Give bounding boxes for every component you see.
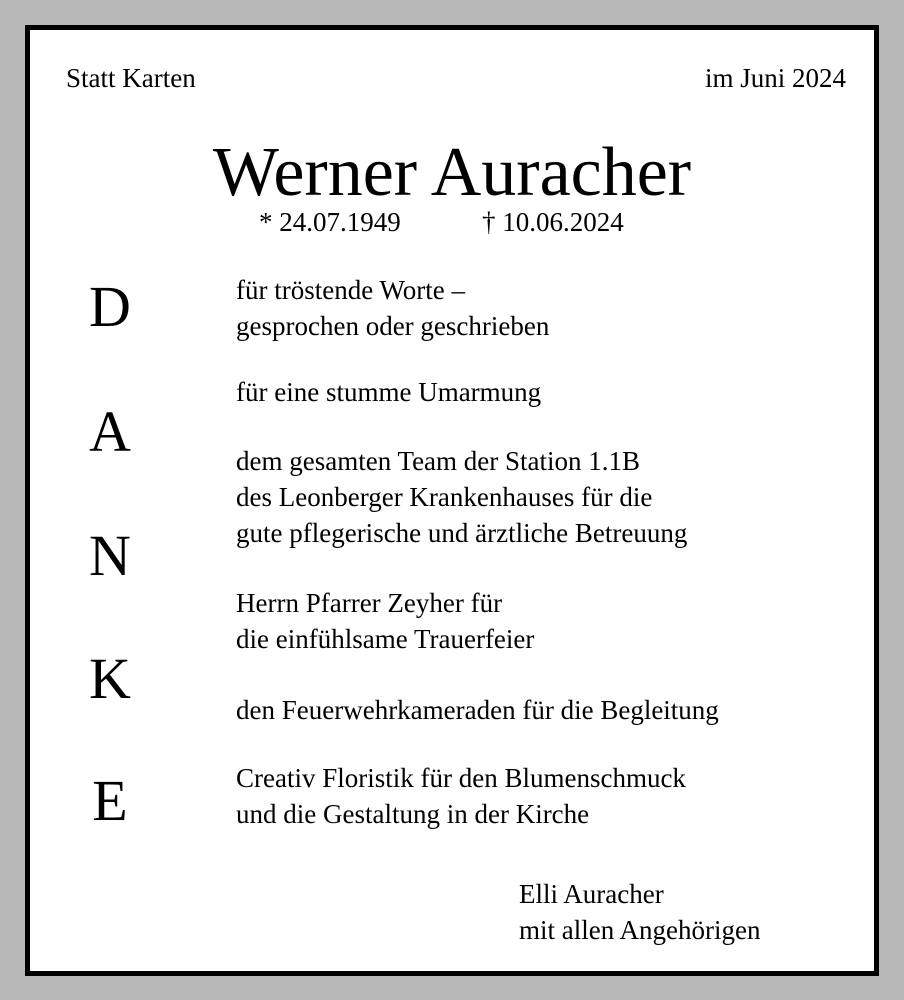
paragraph-line: des Leonberger Krankenhauses für die <box>236 482 653 512</box>
deceased-name: Werner Auracher <box>212 134 692 211</box>
thanks-paragraph-embrace <box>236 374 541 410</box>
signature-line: mit allen Angehörigen <box>519 915 761 945</box>
thanks-paragraph-hospital <box>236 443 687 551</box>
paragraph-line: dem gesamten Team der Station 1.1B <box>236 446 641 476</box>
thanks-paragraph-pastor <box>236 585 534 657</box>
thanks-paragraph-words <box>236 272 549 344</box>
paragraph-line: gute pflegerische und ärztliche Betreuung <box>236 518 688 548</box>
acrostic-letter-d: D <box>89 274 131 339</box>
acrostic-letter-k: K <box>89 646 131 711</box>
paragraph-line: Creativ Floristik für den Blumenschmuck <box>236 763 686 793</box>
header-left-text: Statt Karten <box>66 63 196 93</box>
death-date: † 10.06.2024 <box>482 207 624 237</box>
thanks-paragraph-florist <box>236 760 686 832</box>
obituary-card <box>25 25 879 976</box>
acrostic-letter-a: A <box>89 399 131 464</box>
paragraph-line: für eine stumme Umarmung <box>236 377 542 407</box>
paragraph-line: die einfühlsame Trauerfeier <box>236 624 535 654</box>
acrostic-letter-e: E <box>92 768 128 833</box>
signature <box>519 876 760 948</box>
acrostic-letter-n: N <box>89 523 131 588</box>
paragraph-line: und die Gestaltung in der Kirche <box>236 799 590 829</box>
paragraph-line: für tröstende Worte – <box>236 275 466 305</box>
paragraph-line: gesprochen oder geschrieben <box>236 311 550 341</box>
paragraph-line: den Feuerwehrkameraden für die Begleitung <box>236 695 719 725</box>
birth-date: * 24.07.1949 <box>259 207 401 237</box>
signature-line: Elli Auracher <box>519 879 664 909</box>
header-right-text: im Juni 2024 <box>704 63 846 93</box>
thanks-paragraph-firefighters <box>236 692 719 728</box>
paragraph-line: Herrn Pfarrer Zeyher für <box>236 588 503 618</box>
